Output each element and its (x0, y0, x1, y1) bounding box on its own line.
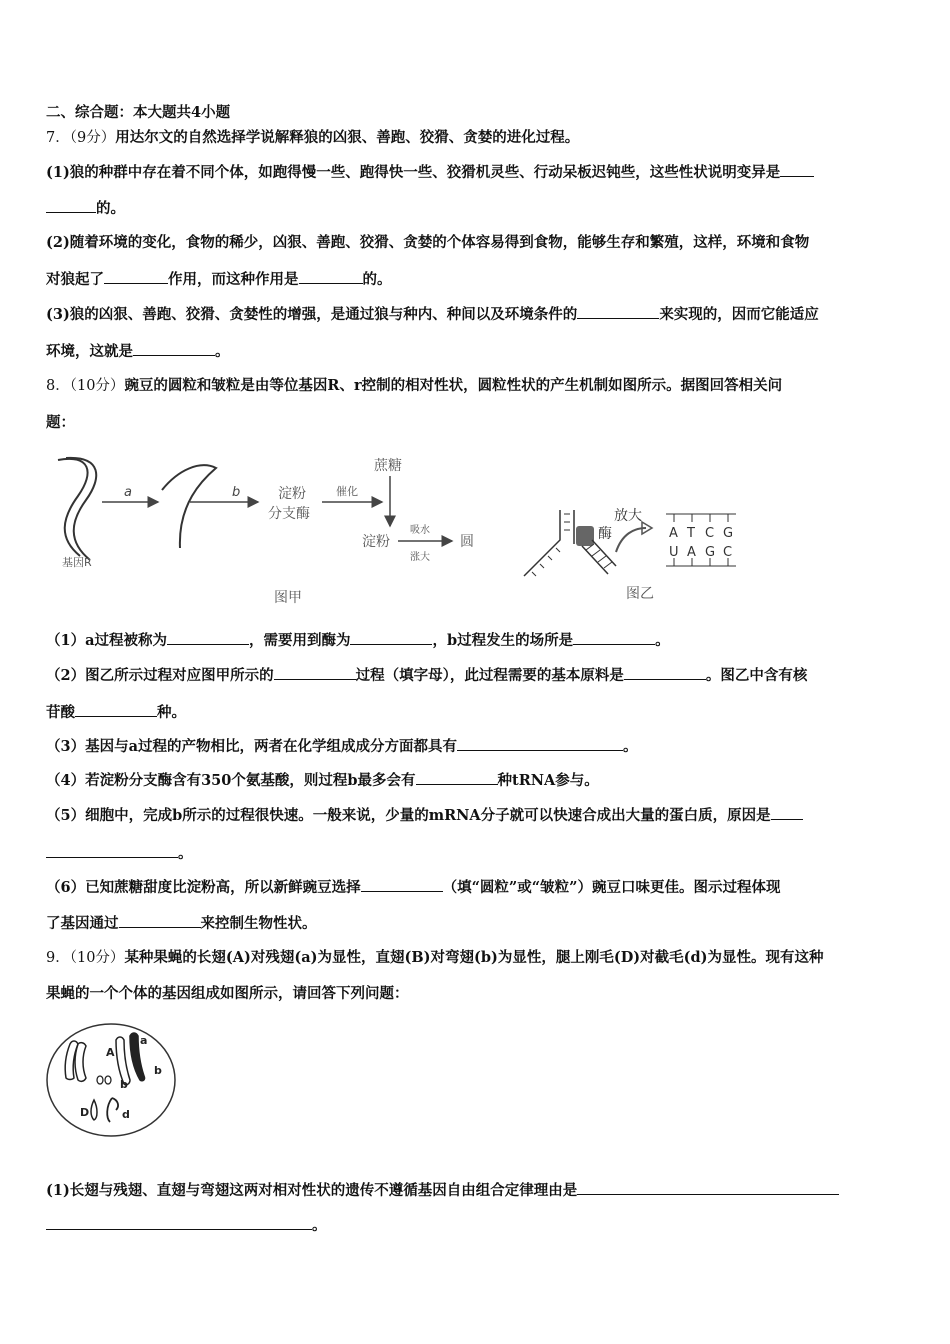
gene-A-label: A (106, 1046, 115, 1059)
base-row2-3: G (705, 545, 716, 560)
answer-blank[interactable] (361, 877, 443, 892)
q8-sub1-text-a: （1）a过程被称为 (46, 632, 167, 649)
dot-chromosome-1 (97, 1076, 103, 1084)
q8-sub4 (46, 770, 906, 791)
q9-number: 9．（10分） (46, 950, 125, 966)
base-row2-4: C (723, 545, 733, 560)
answer-blank[interactable] (75, 702, 157, 717)
dot-chromosome-2 (105, 1076, 111, 1084)
base-ticks (674, 514, 728, 566)
q8-sub2-text-c: 。图乙中含有核 (705, 667, 808, 684)
answer-blank[interactable] (274, 665, 356, 680)
q8-sub6-line1 (46, 877, 906, 898)
q7-part3-line1 (46, 304, 906, 325)
base-row1-1: A (669, 526, 678, 541)
answer-blank[interactable] (167, 630, 249, 645)
gene-d-label: d (122, 1108, 130, 1121)
q7-part3-text-b: 来实现的，因而它能适应 (659, 306, 819, 323)
chromosome-d (107, 1098, 118, 1122)
q8-sub3-text-b: 。 (622, 738, 638, 755)
q8-sub3-text-a: （3）基因与a过程的产物相比，两者在化学组成成分方面都具有 (46, 738, 457, 755)
cell-figure (44, 1022, 184, 1142)
base-row2-1: U (669, 545, 679, 560)
gene-D-label: D (80, 1106, 90, 1119)
q8-sub6-text-d: 来控制生物性状。 (200, 915, 317, 932)
gene-label: 基因R (62, 556, 92, 569)
round-label: 圆 (460, 534, 474, 550)
q8-sub5-line1 (46, 805, 906, 826)
figure-yi (516, 500, 766, 610)
gene-b-label-2: b (120, 1078, 128, 1091)
base-row1-2: T (687, 526, 695, 541)
mrna-strand (162, 465, 216, 548)
gene-strand-1 (58, 459, 88, 556)
q8-sub2-line1 (46, 665, 906, 686)
q9-stem: 某种果蝇的长翅(A)对残翅(a)为显性，直翅(B)对弯翅(b)为显性，腿上刚毛(D)对截毛(d)为显性。现有这种 (124, 949, 824, 966)
chromosome-D (91, 1100, 97, 1120)
answer-blank[interactable] (119, 913, 201, 928)
q9-stem-line1 (46, 948, 906, 968)
enzyme-label-line2: 分支酶 (268, 506, 310, 522)
q7-stem-line (46, 128, 906, 148)
q7-part3-text-c: 环境，这就是 (46, 343, 133, 360)
q8-sub5-text-b: 。 (178, 845, 193, 862)
answer-blank[interactable] (771, 805, 803, 820)
answer-blank[interactable] (350, 630, 432, 645)
answer-blank[interactable] (46, 198, 96, 213)
answer-blank[interactable] (457, 736, 623, 751)
magnify-label: 放大 (614, 508, 642, 524)
base-pair-ticks (532, 514, 570, 576)
q8-stem: 豌豆的圆粒和皱粒是由等位基因R、r控制的相对性状，圆粒性状的产生机制如图所示。据图回答相关问 (124, 377, 783, 394)
q7-part3-text-a: (3)狼的凶狠、善跑、狡猾、贪婪性的增强，是通过狼与种内、种间以及环境条件的 (46, 306, 578, 323)
q7-part2-text-b: 作用，而这种作用是 (168, 271, 299, 288)
q7-part1-tail: 的。 (96, 200, 125, 217)
answer-blank[interactable] (624, 665, 706, 680)
starch-label: 淀粉 (362, 534, 390, 550)
q8-sub5-line2 (46, 843, 906, 864)
answer-blank[interactable] (573, 630, 655, 645)
q9-part1-line1 (46, 1180, 906, 1201)
figure-jia (50, 448, 490, 610)
q9-part1-line2 (46, 1215, 906, 1236)
gene-a-label: a (140, 1034, 148, 1047)
q9-stem-line2: 果蝇的一个个体的基因组成如图所示，请回答下列问题： (46, 985, 409, 1002)
q8-sub6-text-a: （6）已知蔗糖甜度比淀粉高，所以新鲜豌豆选择 (46, 879, 361, 896)
answer-blank[interactable] (46, 843, 178, 858)
q7-part2-line1: (2)随着环境的变化，食物的稀少，凶狠、善跑、狡猾、贪婪的个体容易得到食物，能够生存和繁殖，这样，环境和食物 (46, 234, 810, 251)
q7-part2-text-a: 对狼起了 (46, 271, 104, 288)
q9-part1-text-b: 。 (312, 1217, 327, 1234)
q8-sub4-text-b: 种tRNA参与。 (497, 772, 599, 789)
q7-part1-line2 (46, 198, 906, 219)
sucrose-label: 蔗糖 (374, 458, 402, 474)
q7-part2-text-c: 的。 (362, 271, 392, 288)
answer-blank[interactable] (299, 269, 363, 284)
figure-yi-caption: 图乙 (626, 586, 654, 602)
answer-blank[interactable] (577, 1180, 839, 1195)
q8-stem-line1 (46, 376, 906, 396)
q8-sub1 (46, 630, 906, 651)
q8-number: 8．（10分） (46, 378, 125, 394)
q8-sub2-text-e: 种。 (157, 704, 186, 721)
q7-part3-text-d: 。 (215, 343, 230, 360)
arrow-b-label: b (232, 485, 241, 500)
gene-b-label-1: b (154, 1064, 162, 1077)
q7-part2-line2 (46, 269, 906, 290)
q8-sub6-line2 (46, 913, 906, 934)
q8-sub3 (46, 736, 906, 757)
arrow-a-label: a (124, 485, 132, 500)
q7-number: 7．（9分） (46, 130, 116, 146)
enzyme-label: 酶 (598, 526, 612, 542)
enzyme-shape (576, 526, 594, 546)
section-title: 二、综合题：本大题共4小题 (46, 104, 231, 121)
q7-part3-line2 (46, 341, 906, 362)
q8-sub1-text-b: ，需要用到酶为 (248, 632, 351, 649)
answer-blank[interactable] (104, 269, 168, 284)
q8-sub2-text-b: 过程（填字母），此过程需要的基本原料是 (355, 667, 624, 684)
q7-part1-line1 (46, 162, 906, 183)
catalyze-label: 催化 (336, 485, 358, 498)
q8-stem-line2: 题： (46, 414, 75, 431)
answer-blank[interactable] (416, 770, 498, 785)
q8-sub2-text-a: （2）图乙所示过程对应图甲所示的 (46, 667, 274, 684)
q8-sub1-text-d: 。 (655, 632, 670, 649)
q9-part1-text-a: (1)长翅与残翅、直翅与弯翅这两对相对性状的遗传不遵循基因自由组合定律理由是 (46, 1182, 578, 1199)
answer-blank[interactable] (780, 162, 814, 177)
figure-jia-caption: 图甲 (274, 590, 302, 606)
base-row2-2: A (687, 545, 696, 560)
q8-sub6-text-b: （填“圆粒”或“皱粒”）豌豆口味更佳。图示过程体现 (442, 879, 781, 896)
answer-blank[interactable] (46, 1215, 312, 1230)
q8-sub4-text-a: （4）若淀粉分支酶含有350个氨基酸，则过程b最多会有 (46, 772, 416, 789)
q7-part1-text: (1)狼的种群中存在着不同个体，如跑得慢一些、跑得快一些、狡猾机灵些、行动呆板迟钝些，这些性状说明变异是 (46, 164, 781, 181)
chromosome-long-2 (75, 1043, 86, 1082)
base-row1-3: C (705, 526, 715, 541)
q8-sub2-text-d: 苷酸 (46, 704, 75, 721)
enzyme-label-line1: 淀粉 (278, 486, 306, 502)
base-row1-4: G (723, 526, 734, 541)
q8-sub1-text-c: ，b过程发生的场所是 (432, 632, 574, 649)
q8-sub2-line2 (46, 702, 906, 723)
answer-blank[interactable] (133, 341, 215, 356)
rna-strand-1 (582, 546, 608, 574)
absorb-label: 吸水 (410, 525, 430, 536)
swell-label: 涨大 (410, 552, 430, 563)
answer-blank[interactable] (577, 304, 659, 319)
q8-sub6-text-c: 了基因通过 (46, 915, 119, 932)
q7-stem: 用达尔文的自然选择学说解释狼的凶狠、善跑、狡猾、贪婪的进化过程。 (115, 129, 580, 146)
q8-sub5-text-a: （5）细胞中，完成b所示的过程很快速。一般来说，少量的mRNA分子就可以快速合成出大量的蛋白质，原因是 (46, 807, 771, 824)
